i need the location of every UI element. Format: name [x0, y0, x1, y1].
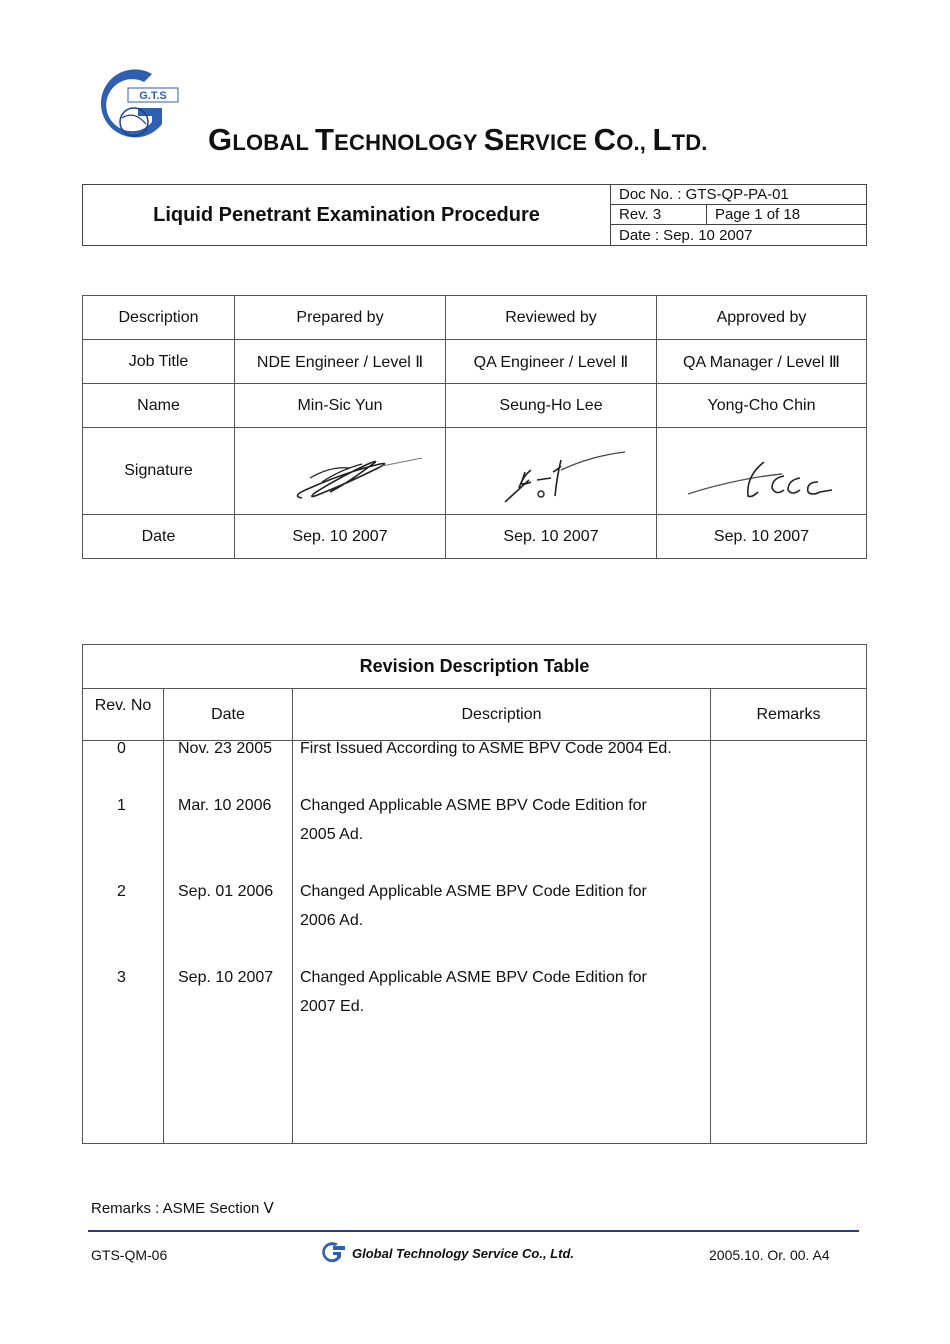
- revision-description-line: Changed Applicable ASME BPV Code Edition for: [300, 883, 647, 900]
- signature-image: [250, 436, 430, 506]
- table-cell: Sep. 10 2007: [657, 515, 867, 559]
- revision-rev-no: 0: [117, 740, 126, 757]
- company-name-part: SERVICE: [483, 122, 594, 157]
- table-cell: Min-Sic Yun: [235, 384, 446, 428]
- revision-number: Rev. 3: [611, 205, 707, 225]
- header-reviewed-by: Reviewed by: [446, 296, 657, 340]
- header-prepared-by: Prepared by: [235, 296, 446, 340]
- table-cell: QA Manager / Level Ⅲ: [657, 340, 867, 384]
- column-date: Date: [164, 689, 293, 741]
- company-name-part: GLOBAL: [208, 122, 316, 157]
- table-cell: QA Engineer / Level Ⅱ: [446, 340, 657, 384]
- table-cell: Yong-Cho Chin: [657, 384, 867, 428]
- doc-number: Doc No. : GTS-QP-PA-01: [611, 185, 867, 205]
- revision-date: Nov. 23 2005: [178, 740, 272, 757]
- signature-image: [461, 436, 641, 506]
- remarks-note: Remarks : ASME Section Ⅴ: [91, 1200, 274, 1217]
- approval-header-row: [83, 296, 867, 340]
- signature-prepared: [235, 428, 446, 515]
- document-title: Liquid Penetrant Examination Procedure: [83, 185, 611, 246]
- company-name-part: TECHNOLOGY: [315, 122, 484, 157]
- form-number: GTS-QM-06: [91, 1247, 168, 1263]
- revision-description-line: Changed Applicable ASME BPV Code Edition for: [300, 969, 647, 986]
- approval-table: [82, 295, 867, 559]
- table-cell: Sep. 10 2007: [446, 515, 657, 559]
- header-description: Description: [83, 296, 235, 340]
- column-rev-no: Rev. No: [83, 689, 164, 741]
- revision-description-line: 2005 Ad.: [300, 826, 364, 843]
- revision-table-title: Revision Description Table: [83, 645, 867, 689]
- date-row: [83, 515, 867, 559]
- revision-rev-no: 1: [117, 797, 126, 814]
- table-cell: NDE Engineer / Level Ⅱ: [235, 340, 446, 384]
- revision-description-line: Changed Applicable ASME BPV Code Edition for: [300, 797, 647, 814]
- row-label: Job Title: [83, 340, 235, 384]
- page-number: Page 1 of 18: [707, 205, 867, 225]
- table-cell: Seung-Ho Lee: [446, 384, 657, 428]
- footer-divider: [88, 1230, 859, 1232]
- revision-rev-no: 3: [117, 969, 126, 986]
- company-name-part: LTD.: [652, 122, 708, 157]
- logo-text: G.T.S: [139, 90, 167, 102]
- revision-description-line: 2007 Ed.: [300, 998, 365, 1015]
- signature-image: [672, 436, 852, 506]
- document-title-box: [82, 184, 867, 246]
- revision-description-line: 2006 Ad.: [300, 912, 364, 929]
- column-remarks: Remarks: [711, 689, 867, 741]
- row-label: Signature: [83, 428, 235, 515]
- job-title-row: [83, 340, 867, 384]
- company-logo: [88, 66, 184, 148]
- row-label: Name: [83, 384, 235, 428]
- revision-description-line: First Issued According to ASME BPV Code 2004 Ed.: [300, 740, 672, 757]
- revision-date: Mar. 10 2006: [178, 797, 272, 814]
- company-name: [208, 122, 708, 158]
- signature-row: [83, 428, 867, 515]
- signature-approved: [657, 428, 867, 515]
- footer-company-name: Global Technology Service Co., Ltd.: [352, 1245, 574, 1261]
- revision-date: Sep. 01 2006: [178, 883, 274, 900]
- revision-date: Sep. 10 2007: [178, 969, 274, 986]
- footer-logo-icon: [320, 1240, 346, 1266]
- name-row: [83, 384, 867, 428]
- company-name-part: CO.,: [593, 122, 653, 157]
- revision-header-row: [83, 689, 867, 741]
- column-description: Description: [293, 689, 711, 741]
- header-approved-by: Approved by: [657, 296, 867, 340]
- footer-company: [320, 1240, 574, 1266]
- signature-reviewed: [446, 428, 657, 515]
- revision-rev-no: 2: [117, 883, 126, 900]
- table-cell: Sep. 10 2007: [235, 515, 446, 559]
- document-date: Date : Sep. 10 2007: [611, 225, 867, 246]
- row-label: Date: [83, 515, 235, 559]
- form-version: 2005.10. Or. 00. A4: [709, 1247, 830, 1263]
